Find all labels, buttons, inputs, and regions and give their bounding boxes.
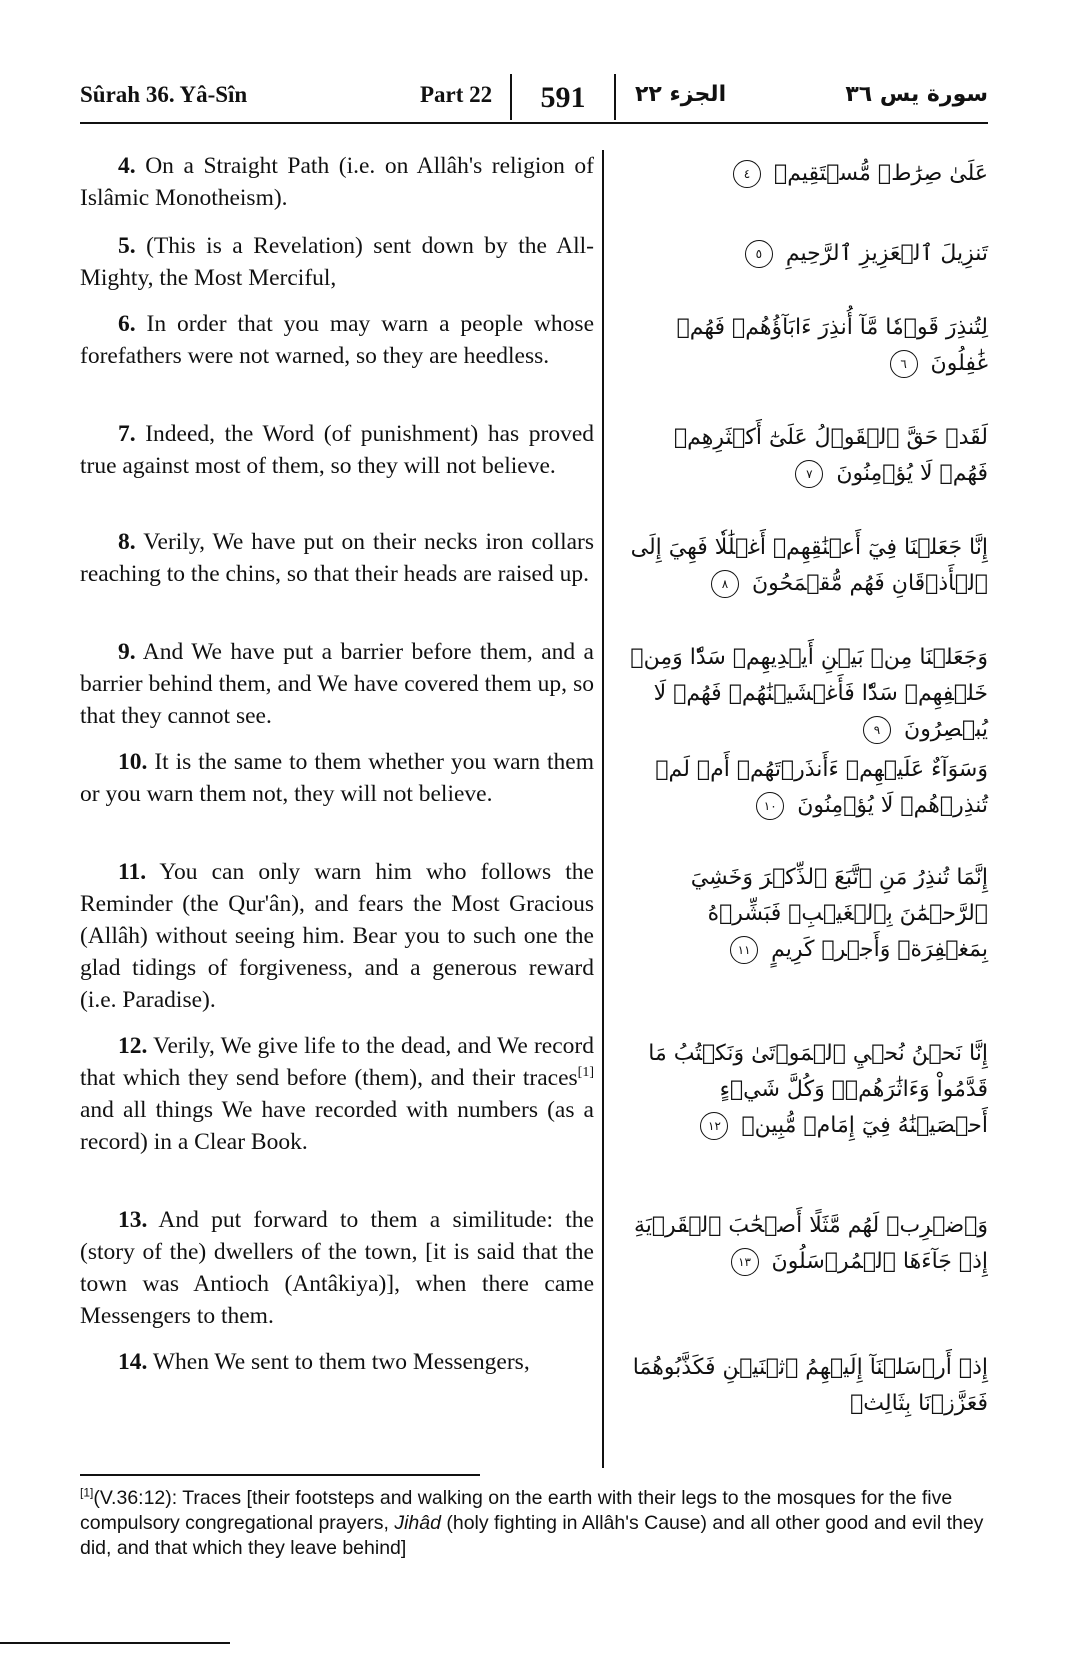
- ayah-end-marker: ٨: [711, 570, 739, 598]
- footnote-rule: [80, 1474, 480, 1476]
- verse-ar-5: [626, 236, 988, 272]
- verse-number: 4.: [118, 153, 136, 179]
- footnote: [80, 1486, 990, 1561]
- header-rule: [80, 122, 988, 124]
- verse-ar-4: [626, 156, 988, 192]
- arabic-text: لَقَدۡ حَقَّ ٱلۡقَوۡلُ عَلَىٰٓ أَكۡثَرِهِمۡ فَهُمۡ لَا يُؤۡمِنُونَ: [673, 425, 988, 486]
- arabic-text: إِنَّمَا تُنذِرُ مَنِ ٱتَّبَعَ ٱلذِّكۡرَ وَخَشِيَ ٱلرَّحۡمَٰنَ بِٱلۡغَيۡبِۖ فَبَشِّرۡهُ بِمَغۡفِرَةٖ وَأَجۡرٖ كَرِيمٍ: [690, 865, 988, 962]
- verse-number: 6.: [118, 311, 136, 337]
- arabic-text: إِنَّا جَعَلۡنَا فِيٓ أَعۡنَٰقِهِمۡ أَغۡلَٰلٗا فَهِيَ إِلَى ٱلۡأَذۡقَانِ فَهُم مُّقۡمَحُونَ: [630, 535, 988, 596]
- verse-en-6: [80, 308, 594, 372]
- arabic-text: إِذۡ أَرۡسَلۡنَآ إِلَيۡهِمُ ٱثۡنَيۡنِ فَكَذَّبُوهُمَا فَعَزَّزۡنَا بِثَالِثٖ: [632, 1355, 988, 1416]
- verse-text: You can only warn him who follows the Reminder (the Qur'ân), and fears the Most Gracious (Allâh) without seeing him. Bear you to such one the glad tidings of forgiveness, and a generous reward (i.e. Paradise).: [80, 859, 594, 1013]
- verse-ar-13: [626, 1208, 988, 1280]
- verse-en-12: [80, 1030, 594, 1158]
- verse-ar-11: [626, 860, 988, 968]
- verse-ar-10: [626, 752, 988, 824]
- ayah-end-marker: ٧: [795, 460, 823, 488]
- verse-text: And put forward to them a similitude: the (story of the) dwellers of the town, [it is said that the town was Antioch (Antâkiya)], when there came Messengers to them.: [80, 1207, 594, 1329]
- footnote-text: (V.36:12): Traces [their footsteps and walking on the earth with their legs to the mosques for the five compulsory congregational prayers,: [80, 1487, 953, 1534]
- verse-number: 9.: [118, 639, 136, 665]
- verse-ar-7: [626, 420, 988, 492]
- part-label-ar: الجزء ٢٢: [635, 82, 727, 107]
- arabic-text: إِنَّا نَحۡنُ نُحۡيِ ٱلۡمَوۡتَىٰ وَنَكۡتُبُ مَا قَدَّمُواْ وَءَاثَٰرَهُمۡۚ وَكُلَّ شَيۡءٍ أَحۡصَيۡنَٰهُ فِيٓ إِمَامٖ مُّبِينٖ: [648, 1041, 988, 1138]
- verse-text-continued: and all things We have recorded with numbers (as a record) in a Clear Book.: [80, 1097, 594, 1155]
- verse-en-13: [80, 1204, 594, 1332]
- verse-ar-6: [626, 310, 988, 382]
- arabic-text: وَسَوَآءٌ عَلَيۡهِمۡ ءَأَنذَرۡتَهُمۡ أَمۡ لَمۡ تُنذِرۡهُمۡ لَا يُؤۡمِنُونَ: [655, 757, 988, 818]
- verse-en-7: [80, 418, 594, 482]
- footnote-text-continued: (holy fighting in Allâh's Cause) and all other good and evil they did, and that which they leave behind]: [80, 1512, 984, 1559]
- arabic-text: وَجَعَلۡنَا مِنۢ بَيۡنِ أَيۡدِيهِمۡ سَدّٗا وَمِنۡ خَلۡفِهِمۡ سَدّٗا فَأَغۡشَيۡنَٰهُمۡ فَهُمۡ لَا يُبۡصِرُونَ: [630, 645, 988, 742]
- arabic-text: عَلَىٰ صِرَٰطٖ مُّسۡتَقِيمٖ: [774, 161, 988, 186]
- ayah-end-marker: ٦: [890, 350, 918, 378]
- ayah-end-marker: ١٠: [756, 792, 784, 820]
- verse-en-8: [80, 526, 594, 590]
- bottom-rule: [0, 1642, 230, 1644]
- surah-title-en: Sûrah 36. Yâ-Sîn: [80, 82, 248, 107]
- verse-text: When We sent to them two Messengers,: [152, 1349, 530, 1375]
- column-divider: [602, 150, 604, 1468]
- verse-ar-8: [626, 530, 988, 602]
- verse-number: 8.: [118, 529, 136, 555]
- verse-en-11: [80, 856, 594, 1016]
- verse-text: And We have put a barrier before them, and a barrier behind them, and We have covered them up, so that they cannot see.: [80, 639, 594, 729]
- verse-number: 13.: [118, 1207, 148, 1233]
- footnote-reference[interactable]: [1]: [577, 1065, 594, 1081]
- arabic-text: وَٱضۡرِبۡ لَهُم مَّثَلًا أَصۡحَٰبَ ٱلۡقَرۡيَةِ إِذۡ جَآءَهَا ٱلۡمُرۡسَلُونَ: [633, 1213, 988, 1274]
- verse-en-4: [80, 150, 594, 214]
- verse-number: 11.: [118, 859, 147, 885]
- verse-text: Verily, We give life to the dead, and We record that which they send before (them), and their traces: [80, 1033, 594, 1091]
- verse-en-9: [80, 636, 594, 732]
- ayah-end-marker: ٩: [863, 716, 891, 744]
- footnote-italic-term: Jihâd: [394, 1512, 441, 1534]
- footnote-marker: [1]: [80, 1485, 94, 1500]
- verse-text: On a Straight Path (i.e. on Allâh's religion of Islâmic Monotheism).: [80, 153, 594, 211]
- verse-en-14: [80, 1346, 594, 1378]
- verse-ar-14: [626, 1350, 988, 1422]
- verse-number: 10.: [118, 749, 148, 775]
- page-header: [80, 74, 988, 120]
- verse-ar-9: [626, 640, 988, 748]
- verse-text: It is the same to them whether you warn them or you warn them not, they will not believe.: [80, 749, 595, 807]
- verse-number: 5.: [118, 233, 136, 259]
- verse-text: Verily, We have put on their necks iron collars reaching to the chins, so that their heads are raised up.: [80, 529, 595, 587]
- verse-text: Indeed, the Word (of punishment) has proved true against most of them, so they will not believe.: [80, 421, 595, 479]
- part-label-en: Part 22: [420, 82, 493, 107]
- ayah-end-marker: ٤: [733, 160, 761, 188]
- verse-number: 14.: [118, 1349, 148, 1375]
- page-number: 591: [510, 74, 616, 120]
- arabic-text: تَنزِيلَ ٱلۡعَزِيزِ ٱلرَّحِيمِ: [785, 241, 988, 266]
- verse-ar-12: [626, 1036, 988, 1144]
- ayah-end-marker: ١٣: [731, 1248, 759, 1276]
- verse-text: (This is a Revelation) sent down by the All-Mighty, the Most Merciful,: [80, 233, 594, 291]
- arabic-text: لِتُنذِرَ قَوۡمٗا مَّآ أُنذِرَ ءَابَآؤُهُمۡ فَهُمۡ غَٰفِلُونَ: [676, 315, 988, 376]
- surah-title-ar: سورة يس ٣٦: [845, 82, 988, 107]
- verse-en-5: [80, 230, 594, 294]
- ayah-end-marker: ١١: [730, 936, 758, 964]
- ayah-end-marker: ٥: [745, 240, 773, 268]
- verse-en-10: [80, 746, 594, 810]
- verse-text: In order that you may warn a people whose forefathers were not warned, so they are heedless.: [80, 311, 595, 369]
- verse-number: 7.: [118, 421, 136, 447]
- verse-number: 12.: [118, 1033, 148, 1059]
- ayah-end-marker: ١٢: [700, 1112, 728, 1140]
